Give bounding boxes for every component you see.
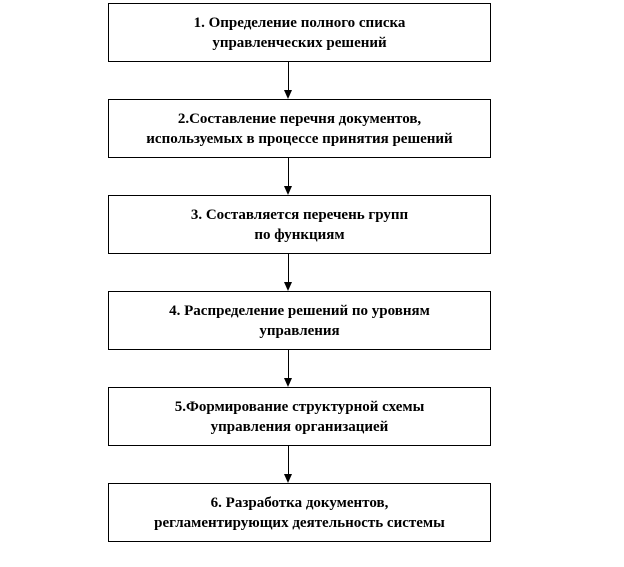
step-1-line-2: управленческих решений — [212, 34, 387, 51]
connector-1-2 — [288, 62, 289, 90]
step-4-line-1: 4. Распределение решений по уровням — [169, 302, 430, 319]
arrow-down-icon — [284, 90, 292, 99]
step-box-6 — [108, 483, 491, 542]
arrow-down-icon — [284, 378, 292, 387]
step-3-line-2: по функциям — [254, 226, 345, 243]
step-box-1 — [108, 3, 491, 62]
step-box-2 — [108, 99, 491, 158]
connector-4-5 — [288, 350, 289, 378]
arrow-down-icon — [284, 186, 292, 195]
connector-2-3 — [288, 158, 289, 186]
step-6-line-2: регламентирующих деятельность системы — [154, 514, 445, 531]
arrow-down-icon — [284, 282, 292, 291]
step-5-line-1: 5.Формирование структурной схемы — [174, 398, 425, 415]
connector-3-4 — [288, 254, 289, 282]
step-box-3 — [108, 195, 491, 254]
connector-5-6 — [288, 446, 289, 474]
arrow-down-icon — [284, 474, 292, 483]
step-2-line-2: используемых в процессе принятия решений — [146, 130, 453, 147]
step-box-4 — [108, 291, 491, 350]
step-5-line-2: управления организацией — [210, 418, 389, 435]
step-6-line-1: 6. Разработка документов, — [210, 494, 389, 511]
step-box-5 — [108, 387, 491, 446]
step-3-line-1: 3. Составляется перечень групп — [190, 206, 409, 223]
step-1-line-1: 1. Определение полного списка — [193, 14, 406, 31]
step-4-line-2: управления — [259, 322, 340, 339]
step-2-line-1: 2.Составление перечня документов, — [177, 110, 422, 127]
